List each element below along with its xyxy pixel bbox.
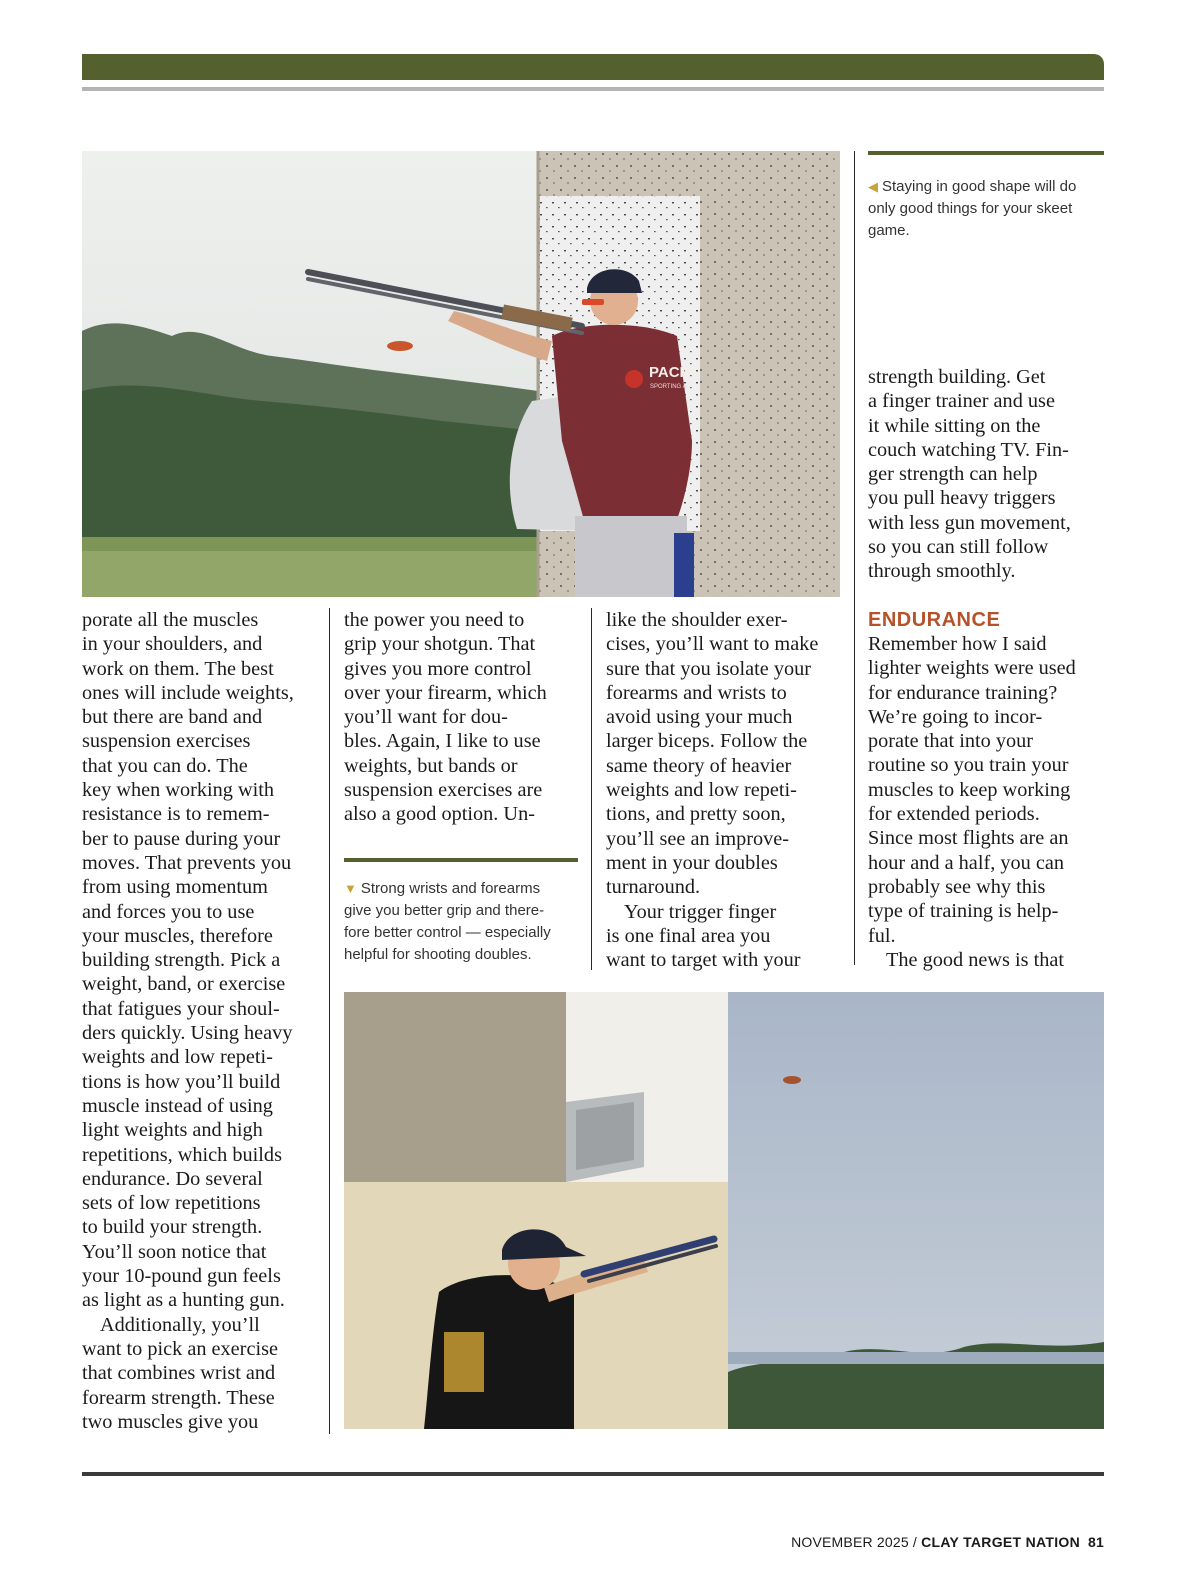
paragraph: Remember how I said lighter weights were used for endurance training? We’re going to incor- porate that into your routine so you train your muscles to keep working for extended periods. Since most flights are an hour and a half, you can probably see why this type of training is help- ful.: [868, 633, 1076, 947]
column-rule-middle: [591, 608, 592, 970]
folio-magazine-name: CLAY TARGET NATION: [921, 1534, 1081, 1550]
column-rule-right: [854, 151, 855, 965]
triangle-down-icon: ▼: [344, 881, 357, 896]
caption-top-rule: [868, 151, 1104, 155]
paragraph: the power you need to grip your shotgun. That gives you more control over your firearm, which you’ll want for dou- bles. Again, I like to use weights, but bands or suspension exercises are also a good option. Un-: [344, 609, 547, 826]
body-column-4-bottom: [868, 608, 1104, 972]
body-column-2: [344, 608, 584, 827]
paragraph: Your trigger finger is one final area you want to target with your: [606, 900, 801, 972]
paragraph: porate all the muscles in your shoulders, and work on them. The best ones will include weights, but there are band and suspension exercises that you can do. The key when working with resistance is to remem- ber to pause during your moves. That prevents you from using momentum and forces you to use your muscles, therefore building strength. Pick a weight, band, or exercise that fatigues your shoul- ders quickly. Using heavy weights and low repeti- tions is how you’ll build muscle instead of using light weights and high repetitions, which builds endurance. Do several sets of low repetitions to build your strength. You’ll soon notice that your 10-pound gun feels as light as a hunting gun.: [82, 609, 294, 1312]
paragraph: like the shoulder exer- cises, you’ll want to make sure that you isolate your forearms and wrists to avoid using your much larger biceps. Follow the same theory of heavier weights and low repeti- tions, and pretty soon, you’ll see an improve- ment in your doubles turnaround.: [606, 609, 819, 899]
caption-top: [868, 176, 1104, 242]
photo-shooter-at-high-house: [82, 151, 840, 597]
caption-middle-text: Strong wrists and forearms give you better grip and there- fore better control — especially helpful for shooting doubles.: [344, 880, 551, 963]
paragraph: Additionally, you’ll want to pick an exercise that combines wrist and forearm strength. These two muscles give you: [82, 1313, 278, 1433]
column-rule-left: [329, 608, 330, 1434]
paragraph: strength building. Get a finger trainer and use it while sitting on the couch watching TV. Fin- ger strength can help you pull heavy triggers with less gun movement, so you can still follow through smoothly.: [868, 366, 1071, 583]
caption-middle: [344, 878, 584, 966]
shirt-logo-text: PACIFI: [649, 364, 698, 381]
footer-rule: [82, 1472, 1104, 1476]
body-column-1: [82, 608, 322, 1434]
photo-young-shooter-aiming: [344, 992, 1104, 1429]
paragraph: The good news is that: [886, 948, 1064, 971]
caption-top-text: Staying in good shape will do only good things for your skeet game.: [868, 178, 1077, 239]
caption-middle-rule: [344, 858, 578, 862]
triangle-left-icon: ◀: [868, 179, 878, 194]
header-color-bar: [82, 54, 1104, 80]
folio-separator: /: [908, 1534, 922, 1550]
folio-page-number: 81: [1088, 1534, 1104, 1550]
body-column-3: [606, 608, 846, 972]
header-rule: [82, 87, 1104, 91]
section-heading-endurance: ENDURANCE: [868, 609, 1001, 631]
body-column-4-top: [868, 365, 1104, 584]
shirt-logo-subtext: SPORTING A: [650, 384, 687, 390]
folio-issue: NOVEMBER 2025: [791, 1534, 909, 1550]
page-folio: [791, 1534, 1104, 1550]
